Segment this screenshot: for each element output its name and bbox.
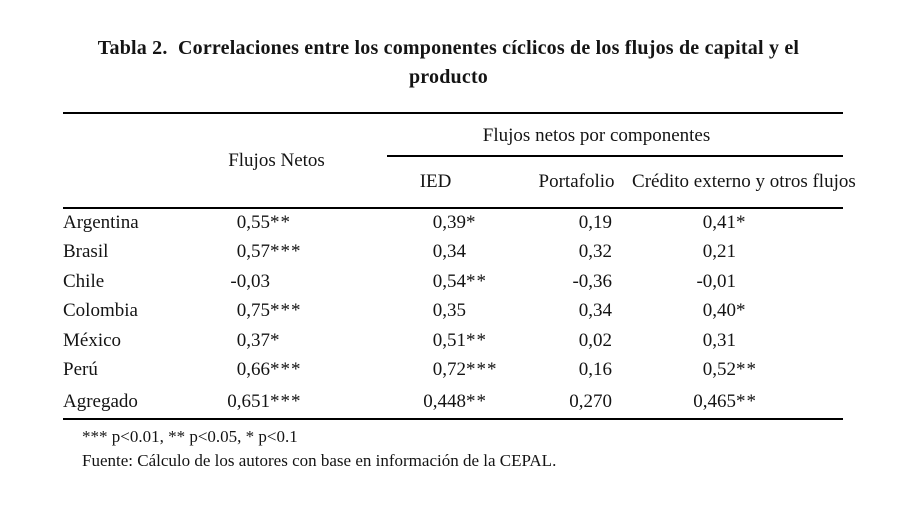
blank-corner-cell — [63, 113, 203, 208]
credito-sig — [736, 267, 843, 297]
flujos-netos-sig: *** — [270, 359, 302, 381]
flujos-netos-value: -0,03 — [230, 270, 270, 292]
ied-value: 0,39 — [432, 212, 467, 234]
flujos-netos-sig: * — [270, 329, 281, 351]
credito-sig — [736, 238, 843, 268]
portafolio-sig — [612, 385, 632, 419]
header-group-row — [63, 113, 843, 157]
country-cell: Chile — [63, 270, 105, 292]
ied-value: 0,34 — [432, 241, 467, 263]
correlation-table — [63, 112, 856, 420]
ied-sig — [466, 238, 521, 268]
table-row — [63, 297, 843, 327]
ied-value: 0,72 — [432, 359, 467, 381]
table-row — [63, 326, 843, 356]
flujos-netos-sig: *** — [270, 385, 350, 419]
portafolio-sig — [612, 208, 632, 238]
credito-value: 0,52 — [702, 359, 737, 381]
ied-value: 0,54 — [432, 270, 467, 292]
portafolio-sig — [612, 238, 632, 268]
portafolio-sig — [612, 267, 632, 297]
column-header-flujos-netos: Flujos Netos — [203, 113, 350, 208]
portafolio-value: 0,34 — [578, 300, 613, 322]
portafolio-value: 0,16 — [578, 359, 613, 381]
portafolio-sig — [612, 297, 632, 327]
credito-value: 0,465 — [632, 385, 736, 419]
table-title-line2: producto — [408, 66, 489, 88]
column-group-header-label: Flujos netos por componentes — [482, 124, 711, 146]
significance-note: *** p<0.01, ** p<0.05, * p<0.1 — [82, 427, 298, 446]
table-title-line1: Tabla 2. Correlaciones entre los componentes cíclicos de los flujos de capital y el — [97, 37, 800, 59]
credito-value: -0,01 — [696, 270, 737, 292]
table-row — [63, 356, 843, 386]
flujos-netos-value: 0,66 — [236, 359, 270, 381]
portafolio-value: 0,19 — [578, 212, 613, 234]
table-row — [63, 238, 843, 268]
credito-value: 0,41 — [702, 212, 737, 234]
column-header-credito: Crédito externo y otros flujos — [632, 157, 843, 208]
country-cell: Agregado — [63, 385, 203, 419]
ied-sig: * — [466, 212, 477, 234]
ied-sig — [466, 297, 521, 327]
flujos-netos-value: 0,55 — [236, 212, 270, 234]
country-cell: Perú — [63, 359, 98, 381]
flujos-netos-value: 0,57 — [236, 241, 270, 263]
flujos-netos-value: 0,75 — [236, 300, 270, 322]
ied-sig: ** — [466, 329, 488, 351]
flujos-netos-value: 0,651 — [203, 385, 270, 419]
ied-value: 0,448 — [350, 385, 466, 419]
column-group-header-componentes — [350, 113, 843, 157]
portafolio-sig — [612, 356, 632, 386]
credito-sig: ** — [736, 359, 758, 381]
portafolio-value: 0,32 — [578, 241, 613, 263]
group-header-rule — [387, 155, 843, 157]
credito-value: 0,31 — [702, 329, 737, 351]
portafolio-value: -0,36 — [572, 270, 613, 292]
column-header-ied: IED — [350, 157, 521, 208]
flujos-netos-sig: *** — [270, 241, 302, 263]
credito-sig — [736, 326, 843, 356]
ied-sig: ** — [466, 385, 521, 419]
table-row — [63, 208, 843, 238]
credito-sig: * — [736, 300, 747, 322]
ied-sig: ** — [466, 270, 488, 292]
flujos-netos-sig — [270, 267, 350, 297]
table-row — [63, 267, 843, 297]
country-cell: Colombia — [63, 300, 138, 322]
country-cell: Brasil — [63, 241, 109, 263]
portafolio-value: 0,02 — [578, 329, 613, 351]
credito-sig: * — [736, 212, 747, 234]
ied-value: 0,51 — [432, 329, 467, 351]
flujos-netos-sig: *** — [270, 300, 302, 322]
aggregate-row — [63, 385, 843, 419]
column-header-portafolio: Portafolio — [521, 157, 632, 208]
ied-sig: *** — [466, 359, 498, 381]
flujos-netos-sig: ** — [270, 212, 291, 234]
country-cell: México — [63, 329, 122, 351]
country-cell: Argentina — [63, 212, 139, 234]
portafolio-sig — [612, 326, 632, 356]
credito-value: 0,21 — [702, 241, 737, 263]
credito-value: 0,40 — [702, 300, 737, 322]
ied-value: 0,35 — [432, 300, 467, 322]
source-note: Fuente: Cálculo de los autores con base en información de la CEPAL. — [82, 451, 557, 470]
portafolio-value: 0,270 — [521, 385, 612, 419]
flujos-netos-value: 0,37 — [236, 329, 270, 351]
credito-sig: ** — [736, 385, 843, 419]
table-title — [40, 34, 857, 92]
